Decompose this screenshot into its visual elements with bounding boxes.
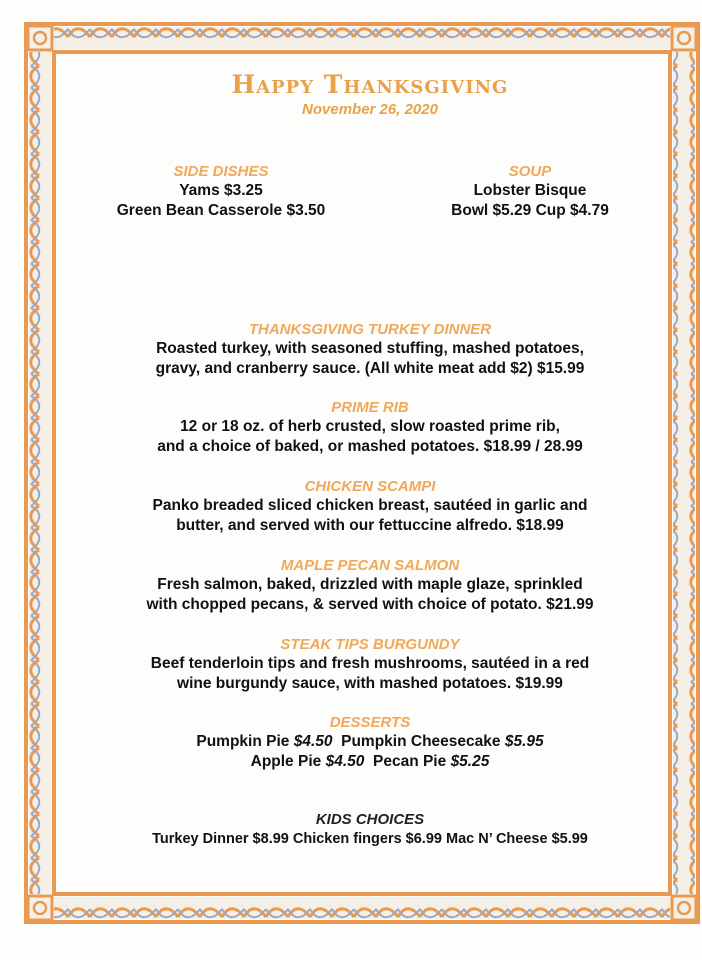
scampi-description: butter, and served with our fettuccine alfredo. $18.99: [176, 517, 564, 534]
desserts-line: [60, 752, 680, 772]
turkey-description: gravy, and cranberry sauce. (All white meat add $2) $15.99: [155, 360, 585, 377]
menu-date: November 26, 2020: [302, 101, 438, 118]
turkey-description: Roasted turkey, with seasoned stuffing, mashed potatoes,: [156, 340, 584, 357]
soup-section: [430, 162, 630, 221]
dessert-name: Apple Pie: [250, 753, 322, 770]
soup-heading: SOUP: [508, 163, 552, 180]
desserts-heading: DESSERTS: [329, 714, 411, 731]
dessert-name: Pumpkin Cheesecake: [341, 733, 501, 750]
side-dish-line: Green Bean Casserole $3.50: [116, 202, 326, 219]
desserts-section: [60, 713, 680, 772]
dessert-name: Pecan Pie: [373, 753, 447, 770]
prime-rib-heading: PRIME RIB: [331, 399, 409, 416]
salmon-description: Fresh salmon, baked, drizzled with maple glaze, sprinkled: [157, 576, 583, 593]
kids-section: [60, 810, 680, 849]
dessert-price: $4.50: [293, 733, 333, 750]
scampi-heading: CHICKEN SCAMPI: [304, 478, 436, 495]
dessert-price: $4.50: [325, 753, 365, 770]
menu-title: Happy Thanksgiving: [231, 70, 509, 99]
side-dish-line: Yams $3.25: [179, 182, 263, 199]
salmon-section: [60, 556, 680, 615]
prime-rib-description: and a choice of baked, or mashed potatoes. $18.99 / 28.99: [157, 438, 583, 455]
scampi-description: Panko breaded sliced chicken breast, sautéed in garlic and: [152, 497, 588, 514]
prime-rib-section: [60, 398, 680, 457]
side-dishes-section: [98, 162, 344, 221]
steak-section: [60, 635, 680, 694]
kids-heading: KIDS CHOICES: [315, 811, 425, 828]
steak-heading: STEAK TIPS BURGUNDY: [280, 636, 460, 653]
side-dishes-heading: SIDE DISHES: [173, 163, 269, 180]
turkey-heading: THANKSGIVING TURKEY DINNER: [248, 321, 492, 338]
salmon-heading: MAPLE PECAN SALMON: [280, 557, 460, 574]
kids-line: Turkey Dinner $8.99 Chicken fingers $6.99 Mac N’ Cheese $5.99: [152, 831, 588, 847]
salmon-description: with chopped pecans, & served with choice of potato. $21.99: [146, 596, 594, 613]
prime-rib-description: 12 or 18 oz. of herb crusted, slow roasted prime rib,: [180, 418, 560, 435]
soup-line: Bowl $5.29 Cup $4.79: [451, 202, 609, 219]
dessert-price: $5.95: [504, 733, 544, 750]
desserts-line: [60, 732, 680, 752]
steak-description: wine burgundy sauce, with mashed potatoes. $19.99: [177, 675, 563, 692]
decorative-border: [24, 22, 702, 930]
dessert-name: Pumpkin Pie: [196, 733, 290, 750]
dessert-price: $5.25: [450, 753, 490, 770]
turkey-section: [60, 320, 680, 379]
steak-description: Beef tenderloin tips and fresh mushrooms, sautéed in a red: [150, 655, 590, 672]
scampi-section: [60, 477, 680, 536]
soup-line: Lobster Bisque: [473, 182, 587, 199]
